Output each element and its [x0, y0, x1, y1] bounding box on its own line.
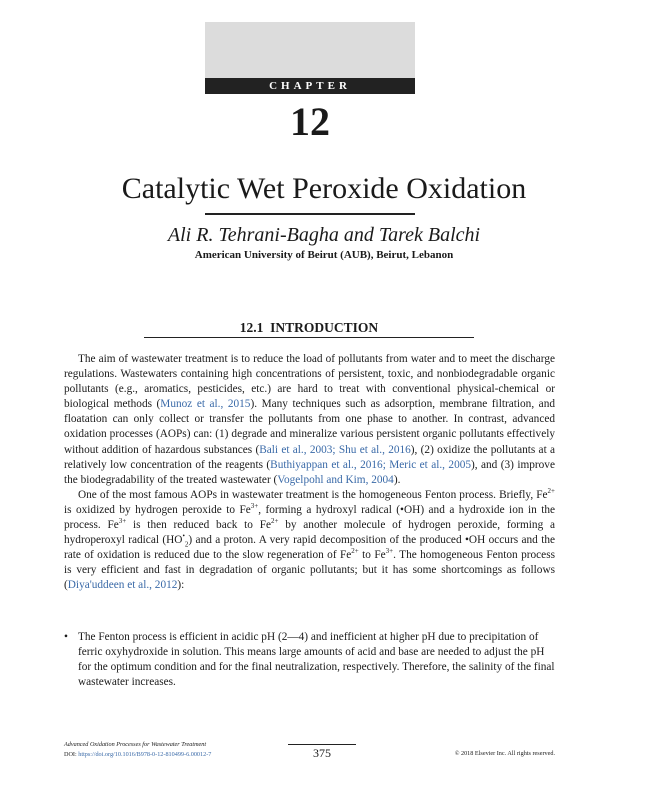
subscript: 2 — [184, 540, 189, 549]
superscript: 3+ — [250, 502, 259, 511]
text-run: ), and (3) improve the biodegradability of the treated wastewater ( — [64, 458, 555, 486]
paragraph-1 — [64, 352, 555, 488]
doi-label: DOI: — [64, 751, 79, 758]
text-run: by another molecule of hydrogen peroxide, forming a hydroperoxyl radical (HO — [64, 519, 556, 547]
section-heading — [144, 320, 474, 336]
section-number: 12.1 — [239, 320, 264, 335]
superscript: 3+ — [118, 517, 127, 526]
text-run: ). — [393, 473, 401, 486]
text-run: is oxidized by hydrogen peroxide to Fe — [64, 503, 251, 516]
superscript: 2+ — [271, 517, 279, 526]
authors: Ali R. Tehrani-Bagha and Tarek Balchi — [167, 224, 481, 246]
page-number-rule — [288, 744, 356, 745]
citation-link[interactable]: Buthiyappan et al., 2016; Meric et al., 2005 — [270, 458, 472, 471]
title-divider — [205, 213, 415, 215]
section-title: INTRODUCTION — [270, 320, 379, 335]
superscript: • — [182, 532, 185, 541]
paragraph-2 — [64, 488, 555, 594]
text-run: is then reduced back to Fe — [126, 519, 271, 532]
superscript: 2+ — [351, 547, 359, 556]
text-run: , forming a hydroxyl radical (•OH) and a hydroxide ion in the process. Fe — [64, 503, 556, 532]
copyright: © 2018 Elsevier Inc. All rights reserved. — [454, 750, 555, 757]
text-run: ), (2) oxidize the pollutants at a relatively low concentration of the reagents ( — [64, 443, 555, 471]
citation-link[interactable]: Munoz et al., 2015 — [160, 398, 251, 411]
text-run: . The homogeneous Fenton process is very efficient and fast in degradation of organic pollutants; but it has some shortcomings as follows ( — [64, 549, 555, 592]
page-number: 375 — [313, 746, 331, 760]
text-run: ): — [177, 579, 185, 592]
text-run: The aim of wastewater treatment is to reduce the load of pollutants from water and to meet the discharge regulations. Wastewaters containing high concentrations of persistent, toxic, and nonbiodegradable organic pollutants (e.g., aromatics, pesticides, etc.) are hard to treat with conventional physical-chemical or biological methods ( — [64, 353, 555, 411]
footer-citation — [64, 740, 211, 760]
chapter-label: CHAPTER — [205, 78, 415, 94]
affiliation: American University of Beirut (AUB), Beirut, Lebanon — [194, 249, 454, 261]
text-run: ). Many techniques such as adsorption, membrane filtration, and floatation can only collect or transfer the pollutants from one phase to another. In contrast, advanced oxidation processes (AOPs) can: (1) degrade and mineralize various persistent organic pollutants effectively without addition of hazardous substances ( — [64, 398, 555, 456]
bullet-item — [64, 630, 555, 690]
citation-link[interactable]: Diya'uddeen et al., 2012 — [67, 579, 178, 592]
chapter-title: Catalytic Wet Peroxide Oxidation — [121, 172, 527, 205]
body-text — [64, 352, 555, 594]
text-run: to Fe — [358, 549, 386, 562]
superscript: 2+ — [547, 487, 555, 496]
book-title: Advanced Oxidation Processes for Wastewater Treatment — [64, 741, 207, 748]
text-run: ) and a proton. A very rapid decomposition of the produced •OH occurs and the rate of oxidation is reduced due to the slow regeneration of Fe — [64, 534, 555, 562]
chapter-number: 12 — [290, 99, 330, 144]
section-divider — [144, 337, 474, 338]
bullet-dot-icon: • — [64, 631, 68, 643]
citation-link[interactable]: Bali et al., 2003; Shu et al., 2016 — [259, 443, 411, 456]
superscript: 3+ — [385, 547, 394, 556]
citation-link[interactable]: Vogelpohl and Kim, 2004 — [277, 473, 394, 486]
text-run: One of the most famous AOPs in wastewater treatment is the homogeneous Fenton process. Briefly, Fe — [78, 488, 548, 501]
chapter-header-box — [205, 22, 415, 94]
bullet-text: The Fenton process is efficient in acidic pH (2—4) and inefficient at higher pH due to precipitation of ferric oxyhydroxide in solution. This means large amounts of acid and base are needed to adjust the pH for the optimum condition and for the final neutralization, respectively. Therefore, the salinity of the final wastewater increases. — [78, 631, 555, 689]
doi-link[interactable]: https://doi.org/10.1016/B978-0-12-810499-6.00012-7 — [78, 751, 212, 758]
doi-line — [64, 750, 211, 760]
